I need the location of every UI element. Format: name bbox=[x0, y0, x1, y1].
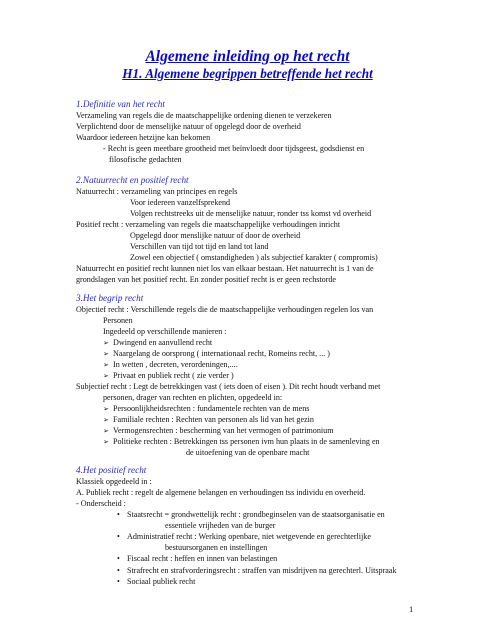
list-item: ➢ Politieke rechten : Betrekkingen tss personen ivm hun plaats in de samenleving en bbox=[103, 437, 380, 446]
list-item: ➢ Familiale rechten : Rechten van personen als lid van het gezin bbox=[103, 415, 314, 424]
arrow-bullet-icon: ➢ bbox=[103, 372, 109, 380]
text-line: Positief recht : verzameling van regels die maatschappelijke verhoudingen inricht bbox=[76, 220, 341, 229]
list-item: ➢ Vermogensrechten : bescherming van het vermogen of patrimonium bbox=[103, 426, 334, 435]
text-line: Personen bbox=[103, 316, 133, 325]
section-heading: 3.Het begrip recht bbox=[76, 293, 144, 303]
section-heading: 1.Definitie van het recht bbox=[76, 99, 165, 109]
text-line: Waardoor iedereen hetzijne kan bekomen bbox=[76, 133, 211, 142]
list-item: • Administratief recht : Werking openbare, niet wetgevende en gerechterlijke bbox=[117, 532, 371, 541]
arrow-bullet-icon: ➢ bbox=[103, 438, 109, 446]
list-item: ➢ Persoonlijkheidsrechten : fundamentele rechten van de mens bbox=[103, 404, 310, 413]
arrow-bullet-icon: ➢ bbox=[103, 416, 109, 424]
text-line: Zowel een objectief ( omstandigheden ) als subjectief karakter ( compromis) bbox=[130, 253, 378, 262]
text-line: Verplichtend door de menselijke natuur of opgelegd door de overheid bbox=[76, 122, 301, 131]
list-item: ➢ In wetten , decreten, verordeningen,.... bbox=[103, 360, 238, 369]
bullet-icon: • bbox=[117, 532, 120, 541]
text-line: Verschillen van tijd tot tijd en land tot land bbox=[130, 242, 269, 251]
bullet-icon: • bbox=[117, 510, 120, 519]
text-line: Ingedeeld op verschillende manieren : bbox=[103, 327, 227, 336]
list-item: • Staatsrecht = grondwettelijk recht : grondbeginselen van de staatsorganisatie en bbox=[117, 510, 385, 519]
bullet-icon: • bbox=[117, 577, 120, 586]
text-line: Voor iedereen vanzelfsprekend bbox=[130, 198, 231, 207]
list-item: ➢ Dwingend en aanvullend recht bbox=[103, 338, 213, 347]
list-item: • Sociaal publiek recht bbox=[117, 577, 196, 586]
list-item: ➢ Naargelang de oorsprong ( internationaal recht, Romeins recht, ... ) bbox=[103, 349, 330, 358]
text-line: de uitoefening van de openbare macht bbox=[186, 448, 310, 457]
section-heading: 2.Natuurrecht en positief recht bbox=[76, 175, 189, 185]
text-line: filosofische gedachten bbox=[109, 155, 182, 164]
chapter-title: H1. Algemene begrippen betreffende het recht bbox=[122, 66, 373, 81]
text-line: personen, drager van rechten en plichten, opgedeeld in: bbox=[103, 393, 283, 402]
list-item: • Strafrecht en strafvorderingsrecht : straffen van misdrijven na gerechterl. Uitspraak bbox=[117, 566, 397, 575]
text-line: - Onderscheid : bbox=[76, 499, 126, 508]
list-item: ➢ Privaat en publiek recht ( zie verder ) bbox=[103, 371, 234, 380]
text-line: Verzameling van regels die de maatschappelijke ordening dienen te verzekeren bbox=[76, 111, 332, 120]
text-line: Subjectief recht : Legt de betrekkingen vast ( iets doen of eisen ). Dit recht houdt verband met bbox=[76, 382, 381, 391]
arrow-bullet-icon: ➢ bbox=[103, 361, 109, 369]
text-line: Natuurrecht : verzameling van principes en regels bbox=[76, 187, 238, 196]
text-line: Klassiek opgedeeld in : bbox=[76, 477, 152, 486]
bullet-icon: • bbox=[117, 566, 120, 575]
bullet-icon: • bbox=[117, 554, 120, 563]
text-line: - Recht is geen meetbare grootheid met beïnvloedt door tijdsgeest, godsdienst en bbox=[103, 144, 365, 153]
arrow-bullet-icon: ➢ bbox=[103, 339, 109, 347]
arrow-bullet-icon: ➢ bbox=[103, 405, 109, 413]
text-line: bestuursorganen en instellingen bbox=[165, 543, 268, 552]
text-line: A. Publiek recht : regelt de algemene belangen en verhoudingen tss individu en overheid. bbox=[76, 488, 366, 497]
page-number: 1 bbox=[409, 604, 414, 614]
text-line: essentiele vrijheden van de burger bbox=[165, 521, 276, 530]
list-item: • Fiscaal recht : heffen en innen van belastingen bbox=[117, 554, 278, 563]
text-line: grondslagen van het positief recht. En zonder positief recht is er geen rechstorde bbox=[76, 275, 337, 284]
document-title: Algemene inleiding op het recht bbox=[145, 48, 350, 65]
arrow-bullet-icon: ➢ bbox=[103, 350, 109, 358]
text-line: Natuurrecht en positief recht kunnen niet los van elkaar bestaan. Het natuurrecht is 1 van de bbox=[76, 264, 374, 273]
section-heading: 4.Het positief recht bbox=[76, 465, 147, 475]
arrow-bullet-icon: ➢ bbox=[103, 427, 109, 435]
text-line: Opgelegd door menslijke natuur of door de overheid bbox=[130, 231, 301, 240]
text-line: Objectief recht : Verschillende regels die de maatschappelijke verhoudingen regelen los van bbox=[76, 305, 374, 314]
text-line: Volgen rechtstreeks uit de menselijke natuur, ronder tss komst vd overheid bbox=[130, 209, 372, 218]
